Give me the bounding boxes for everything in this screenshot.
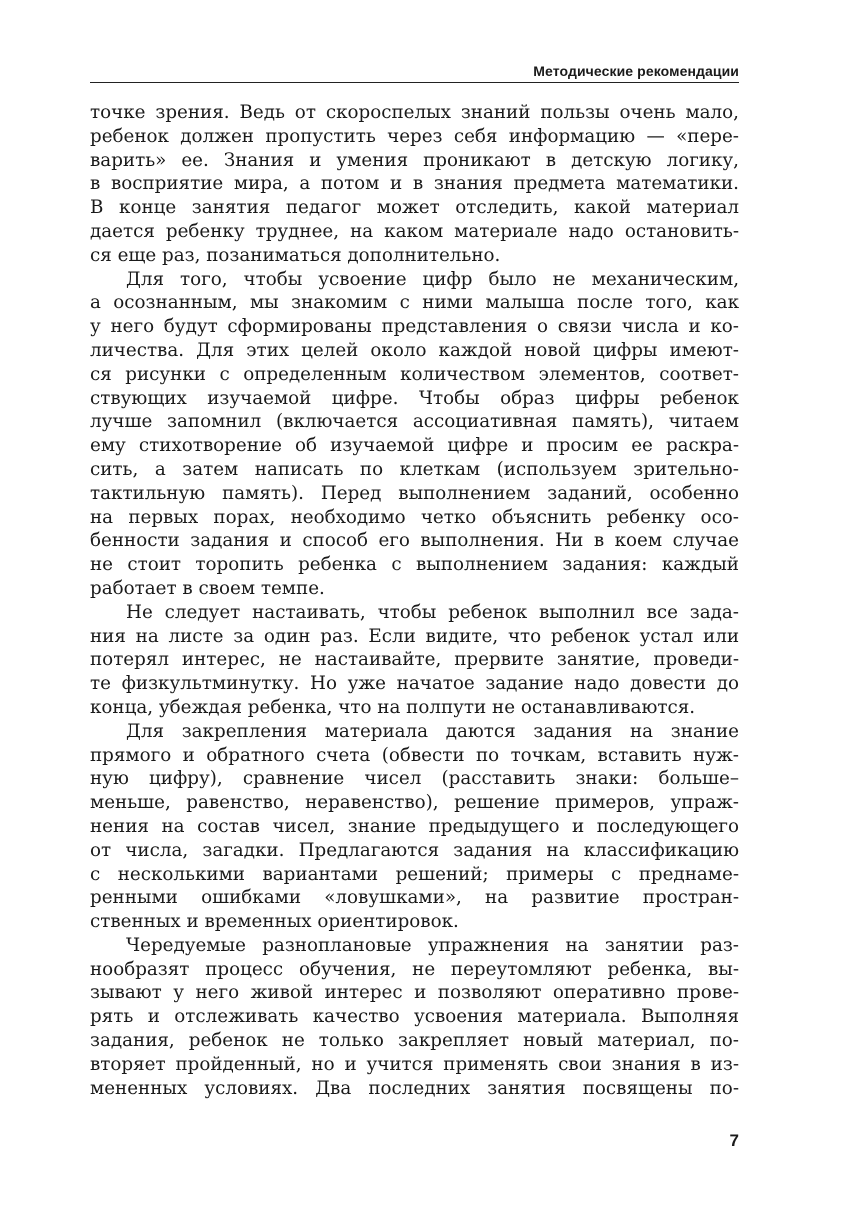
text-line: в восприятие мира, а потом и в знания предмета математики.: [90, 173, 739, 195]
page-body-text: [90, 101, 739, 1100]
text-line: зывают у него живой интерес и позволяют оперативно прове-: [90, 982, 739, 1004]
paragraph-end-line: работает в своем темпе.: [90, 577, 325, 599]
text-line: с несколькими вариантами решений; примеры с преднаме-: [90, 863, 739, 885]
text-line: ренными ошибками «ловушками», на развитие простран-: [90, 887, 739, 909]
page-number: 7: [729, 1131, 739, 1150]
text-line: ствующих изучаемой цифре. Чтобы образ цифры ребенок: [90, 387, 739, 409]
text-line: ся рисунки с определенным количеством элементов, соответ-: [90, 363, 739, 385]
text-line: дается ребенку труднее, на каком материале надо остановить-: [90, 220, 739, 242]
text-line: бенности задания и способ его выполнения. Ни в коем случае: [90, 530, 739, 552]
paragraph-start-line: Для того, чтобы усвоение цифр было не механическим,: [126, 268, 739, 290]
text-line: прямого и обратного счета (обвести по точкам, вставить нуж-: [90, 744, 739, 766]
text-line: от числа, загадки. Предлагаются задания на классификацию: [90, 839, 739, 861]
text-line: а осознанным, мы знакомим с ними малыша после того, как: [90, 292, 739, 314]
text-line: не стоит торопить ребенка с выполнением задания: каждый: [90, 554, 739, 576]
text-line: те физкультминутку. Но уже начатое задание надо довести до: [90, 673, 739, 695]
text-line: сить, а затем написать по клеткам (используем зрительно-: [90, 458, 739, 480]
paragraph-end-line: ственных и временных ориентировок.: [90, 911, 459, 933]
text-line: ему стихотворение об изучаемой цифре и просим ее раскра-: [90, 435, 739, 457]
text-line: мененных условиях. Два последних занятия посвящены по-: [90, 1077, 739, 1099]
paragraph-start-line: Не следует настаивать, чтобы ребенок выполнил все зада-: [126, 601, 739, 623]
text-line: задания, ребенок не только закрепляет новый материал, по-: [90, 1030, 739, 1052]
paragraph-end-line: конца, убеждая ребенка, что на полпути не останавливаются.: [90, 696, 696, 718]
text-line: лучше запомнил (включается ассоциативная память), читаем: [90, 411, 739, 433]
paragraph-start-line: Для закрепления материала даются задания на знание: [126, 720, 739, 742]
text-line: нения на состав чисел, знание предыдущего и последующего: [90, 815, 739, 837]
text-line: ния на листе за один раз. Если видите, что ребенок устал или: [90, 625, 739, 647]
text-line: варить» ее. Знания и умения проникают в детскую логику,: [90, 149, 739, 171]
text-line: меньше, равенство, неравенство), решение примеров, упраж-: [90, 792, 739, 814]
paragraph-end-line: ся еще раз, позаниматься дополнительно.: [90, 244, 501, 266]
text-line: В конце занятия педагог может отследить, какой материал: [90, 197, 739, 219]
text-line: у него будут сформированы представления о связи числа и ко-: [90, 316, 739, 338]
text-line: потерял интерес, не настаивайте, прервите занятие, проведи-: [90, 649, 739, 671]
text-line: тактильную память). Перед выполнением заданий, особенно: [90, 482, 739, 504]
text-line: вторяет пройденный, но и учится применять свои знания в из-: [90, 1053, 739, 1075]
running-header-title: Методические рекомендации: [533, 63, 739, 79]
running-header: [90, 60, 739, 83]
text-line: точке зрения. Ведь от скороспелых знаний пользы очень мало,: [90, 102, 739, 123]
text-line: рять и отслеживать качество усвоения материала. Выполняя: [90, 1006, 739, 1028]
paragraph-start-line: Чередуемые разноплановые упражнения на занятии раз-: [126, 934, 739, 956]
text-line: личества. Для этих целей около каждой новой цифры имеют-: [90, 339, 739, 361]
text-line: на первых порах, необходимо четко объяснить ребенку осо-: [90, 506, 739, 528]
text-line: нообразят процесс обучения, не переутомляют ребенка, вы-: [90, 958, 739, 980]
text-line: ребенок должен пропустить через себя информацию — «пере-: [90, 125, 739, 147]
text-line: ную цифру), сравнение чисел (расставить знаки: больше–: [90, 768, 739, 790]
